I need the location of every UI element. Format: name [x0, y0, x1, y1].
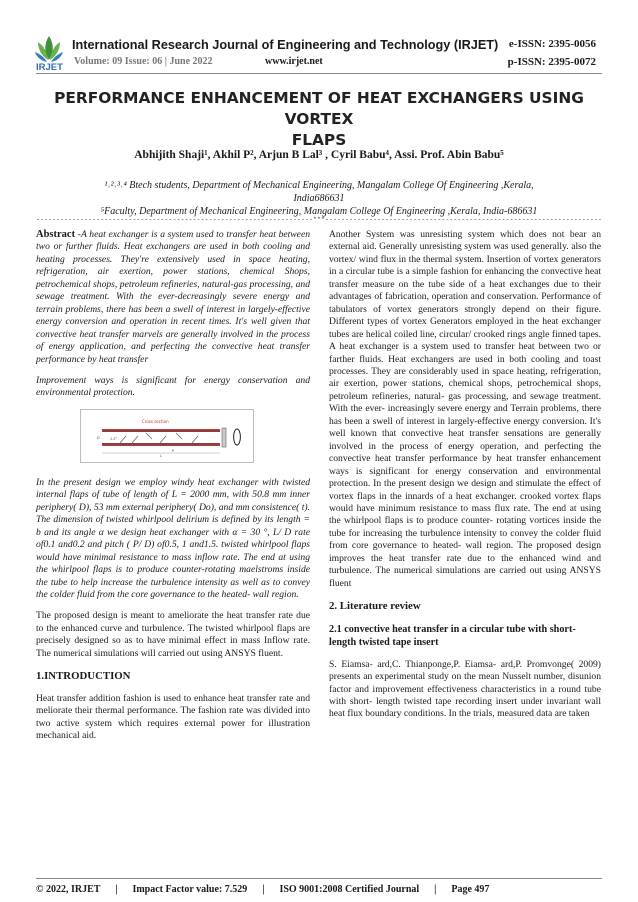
header-rule [36, 73, 602, 74]
svg-text:P: P [172, 448, 175, 453]
abstract [36, 229, 310, 366]
proposed-design-text: The proposed design is meant to ameliorate the heat transfer rate due to the enhanced curve and turbulence. The twisted whirlpool flaps are precisely designed so as to have minimal effect in mass Inflow rate. The numerical simulations will carried out using ANSYS fluent. [36, 610, 310, 659]
intro-continued-text: Another System was unresisting system which does not bear an external aid. Generally unresisting system was used generally. also the vortex/ wind flux in the thermal system. Insertion of vortex generators in a circular tube is a simple fashion for enhancing the convective heat transfer measure on the tube side of a heat exchanges due to their advantages of fabrication, operation and conservation. Performance of tabulators of vortex generators strongly depend on their figure. Different types of vortex Generators employed in the heat exchanger tubes are helical coiled line, circular/ crooked rings angle finned tapes. A heat exchanger is a system used to transfer heat between two or farther fluids. Heat exchangers are used in both cooling and toast processes. They are considerably used in space heating, refrigeration, air exertion, power stations, chemical shops, petrochemical shops, petroleum refineries, natural- gas processing, and sewage treatment. With the ever- increasingly severe energy and Terrain problems, there has been a swell of interest in largely-effective energy conversion. It's well known that convective heat transfer sensations are generally involved in the process of energy operation, and perfecting the convective heat transfer performance by heat transfer enhancement ways is significant for energy conservation and environmental protection. In the present design we design and stimulate the effect of vortex flaps in the innards of a heat exchanger. crooked vortex flaps would have minimum resistance to mass flux rate. The end at using the whirlpool flaps is to produce counter- rotating vortices inside the tube for increasing the turbulence intensity to convey the colder fluid from core governance to heated- wall region. The proposed design improves the heat transfer rate due to the enhanced wind and turbulence. The numerical simulations are carried out using ANSYS fluent [329, 229, 601, 589]
irjet-logo [34, 34, 64, 74]
improvement-text: Improvement ways is significant for energy conservation and environmental protection. [36, 374, 310, 399]
paper-title [36, 88, 602, 151]
present-design-text: In the present design we employ windy heat exchanger with twisted internal flaps of tube of length of L = 2000 mm, with 50.8 mm inner periphery( D), 53 mm external periphery( Do), and mm consistence( t). The dimension of twisted whirlpool delirium is defined by its length = b and its angle α we design heat exchanger with α = 30 °, L/ D rate of0.1 and0.2 and pitch ( P/ D) of0.5, 1 and1.5. twisted whirlpool flaps would have minimal resistance to mass inflow rate. The end at using the whirlpool flaps is to produce counter-rotating maelstroms inside the tube to help increase the turbulence intensity as well as to convey the colder fluid from the core governance to the heated- wall region. [36, 476, 310, 600]
pissn: p-ISSN: 2395-0072 [507, 56, 596, 68]
abstract-label: Abstract [36, 229, 76, 240]
logo-text: IRJET [36, 62, 63, 73]
subsection-heading: 2.1 convective heat transfer in a circular tube with short-length twisted tape insert [329, 623, 576, 648]
affiliation-faculty: ⁵Faculty, Department of Mechanical Engineering, Mangalam College Of Engineering ,Kerala, India-686631 [100, 206, 538, 217]
intro-heading: 1.INTRODUCTION [36, 670, 131, 683]
authors: Abhijith Shaji¹, Akhil P², Arjun B Lal³ , Cyril Babu⁴, Assi. Prof. Abin Babu⁵ [134, 149, 504, 161]
separator-line: ---------------------------------------------------------------------***--------------------------------------------------------------------- [36, 216, 602, 224]
left-column [36, 229, 310, 752]
journal-url[interactable]: www.irjet.net [265, 56, 323, 67]
affiliation-line-1: ¹˒²˒³˒⁴ Btech students, Department of Mechanical Engineering, Mangalam College Of Engineering ,Kerala, [104, 180, 534, 191]
page-footer: © 2022, IRJET | Impact Factor value: 7.529 | ISO 9001:2008 Certified Journal | Page 497 [36, 884, 490, 895]
tube-diagram-svg [80, 409, 254, 463]
literature-heading: 2. Literature review [329, 600, 421, 613]
journal-name: International Research Journal of Engineering and Technology (IRJET) [72, 38, 499, 52]
literature-text: S. Eiamsa- ard,C. Thianponge,P. Eiamsa- ard,P. Promvonge( 2009) presents an experimental study on the mean Nusselt number, disunion factor and improvement effectiveness characteristics in a round tube with short- length twisted tape recording insert under invariant wall heat flux boundary conditions. In the trials, measured data are taken [329, 658, 601, 720]
affiliation-students [36, 180, 602, 205]
affiliation-line-2: India686631 [293, 192, 345, 204]
twisted-flaps-figure [80, 409, 254, 463]
right-column [329, 229, 601, 730]
svg-text:L: L [160, 453, 162, 458]
intro-text: Heat transfer addition fashion is used to enhance heat transfer rate and meliorate their thermal performance. The fashion rate was divided into two active system which requires external power for illustration mechanical aid. [36, 692, 310, 742]
eissn: e-ISSN: 2395-0056 [508, 38, 596, 50]
abstract-text: -A heat exchanger is a system used to transfer heat between two or further fluids. Heat exchangers are used in both cooling and heating processes. They're extensively used in space heating, refrigeration, air exertion, power stations, chemical Shops, petrochemical shops, petroleum refineries, natural-gas processing, and sewage treatment. With the ever-decreasingly severe energy and terrain problems, there has been a swell of interest in largely-effective energy conversion and operation in recent times. It's well given that convective heat transfer marvels are generally involved in the process of energy application, and perfecting the convective heat transfer performance by heat transfer [36, 229, 310, 365]
svg-text:1.2°: 1.2° [110, 436, 118, 441]
svg-text:D: D [97, 435, 100, 440]
footer-rule [36, 878, 602, 879]
title-line-2: FLAPS [291, 131, 347, 149]
journal-volume: Volume: 09 Issue: 06 | June 2022 [74, 56, 213, 67]
title-line-1: PERFORMANCE ENHANCEMENT OF HEAT EXCHANGERS USING VORTEX [54, 89, 584, 128]
figure-label: Cross section [142, 418, 169, 424]
